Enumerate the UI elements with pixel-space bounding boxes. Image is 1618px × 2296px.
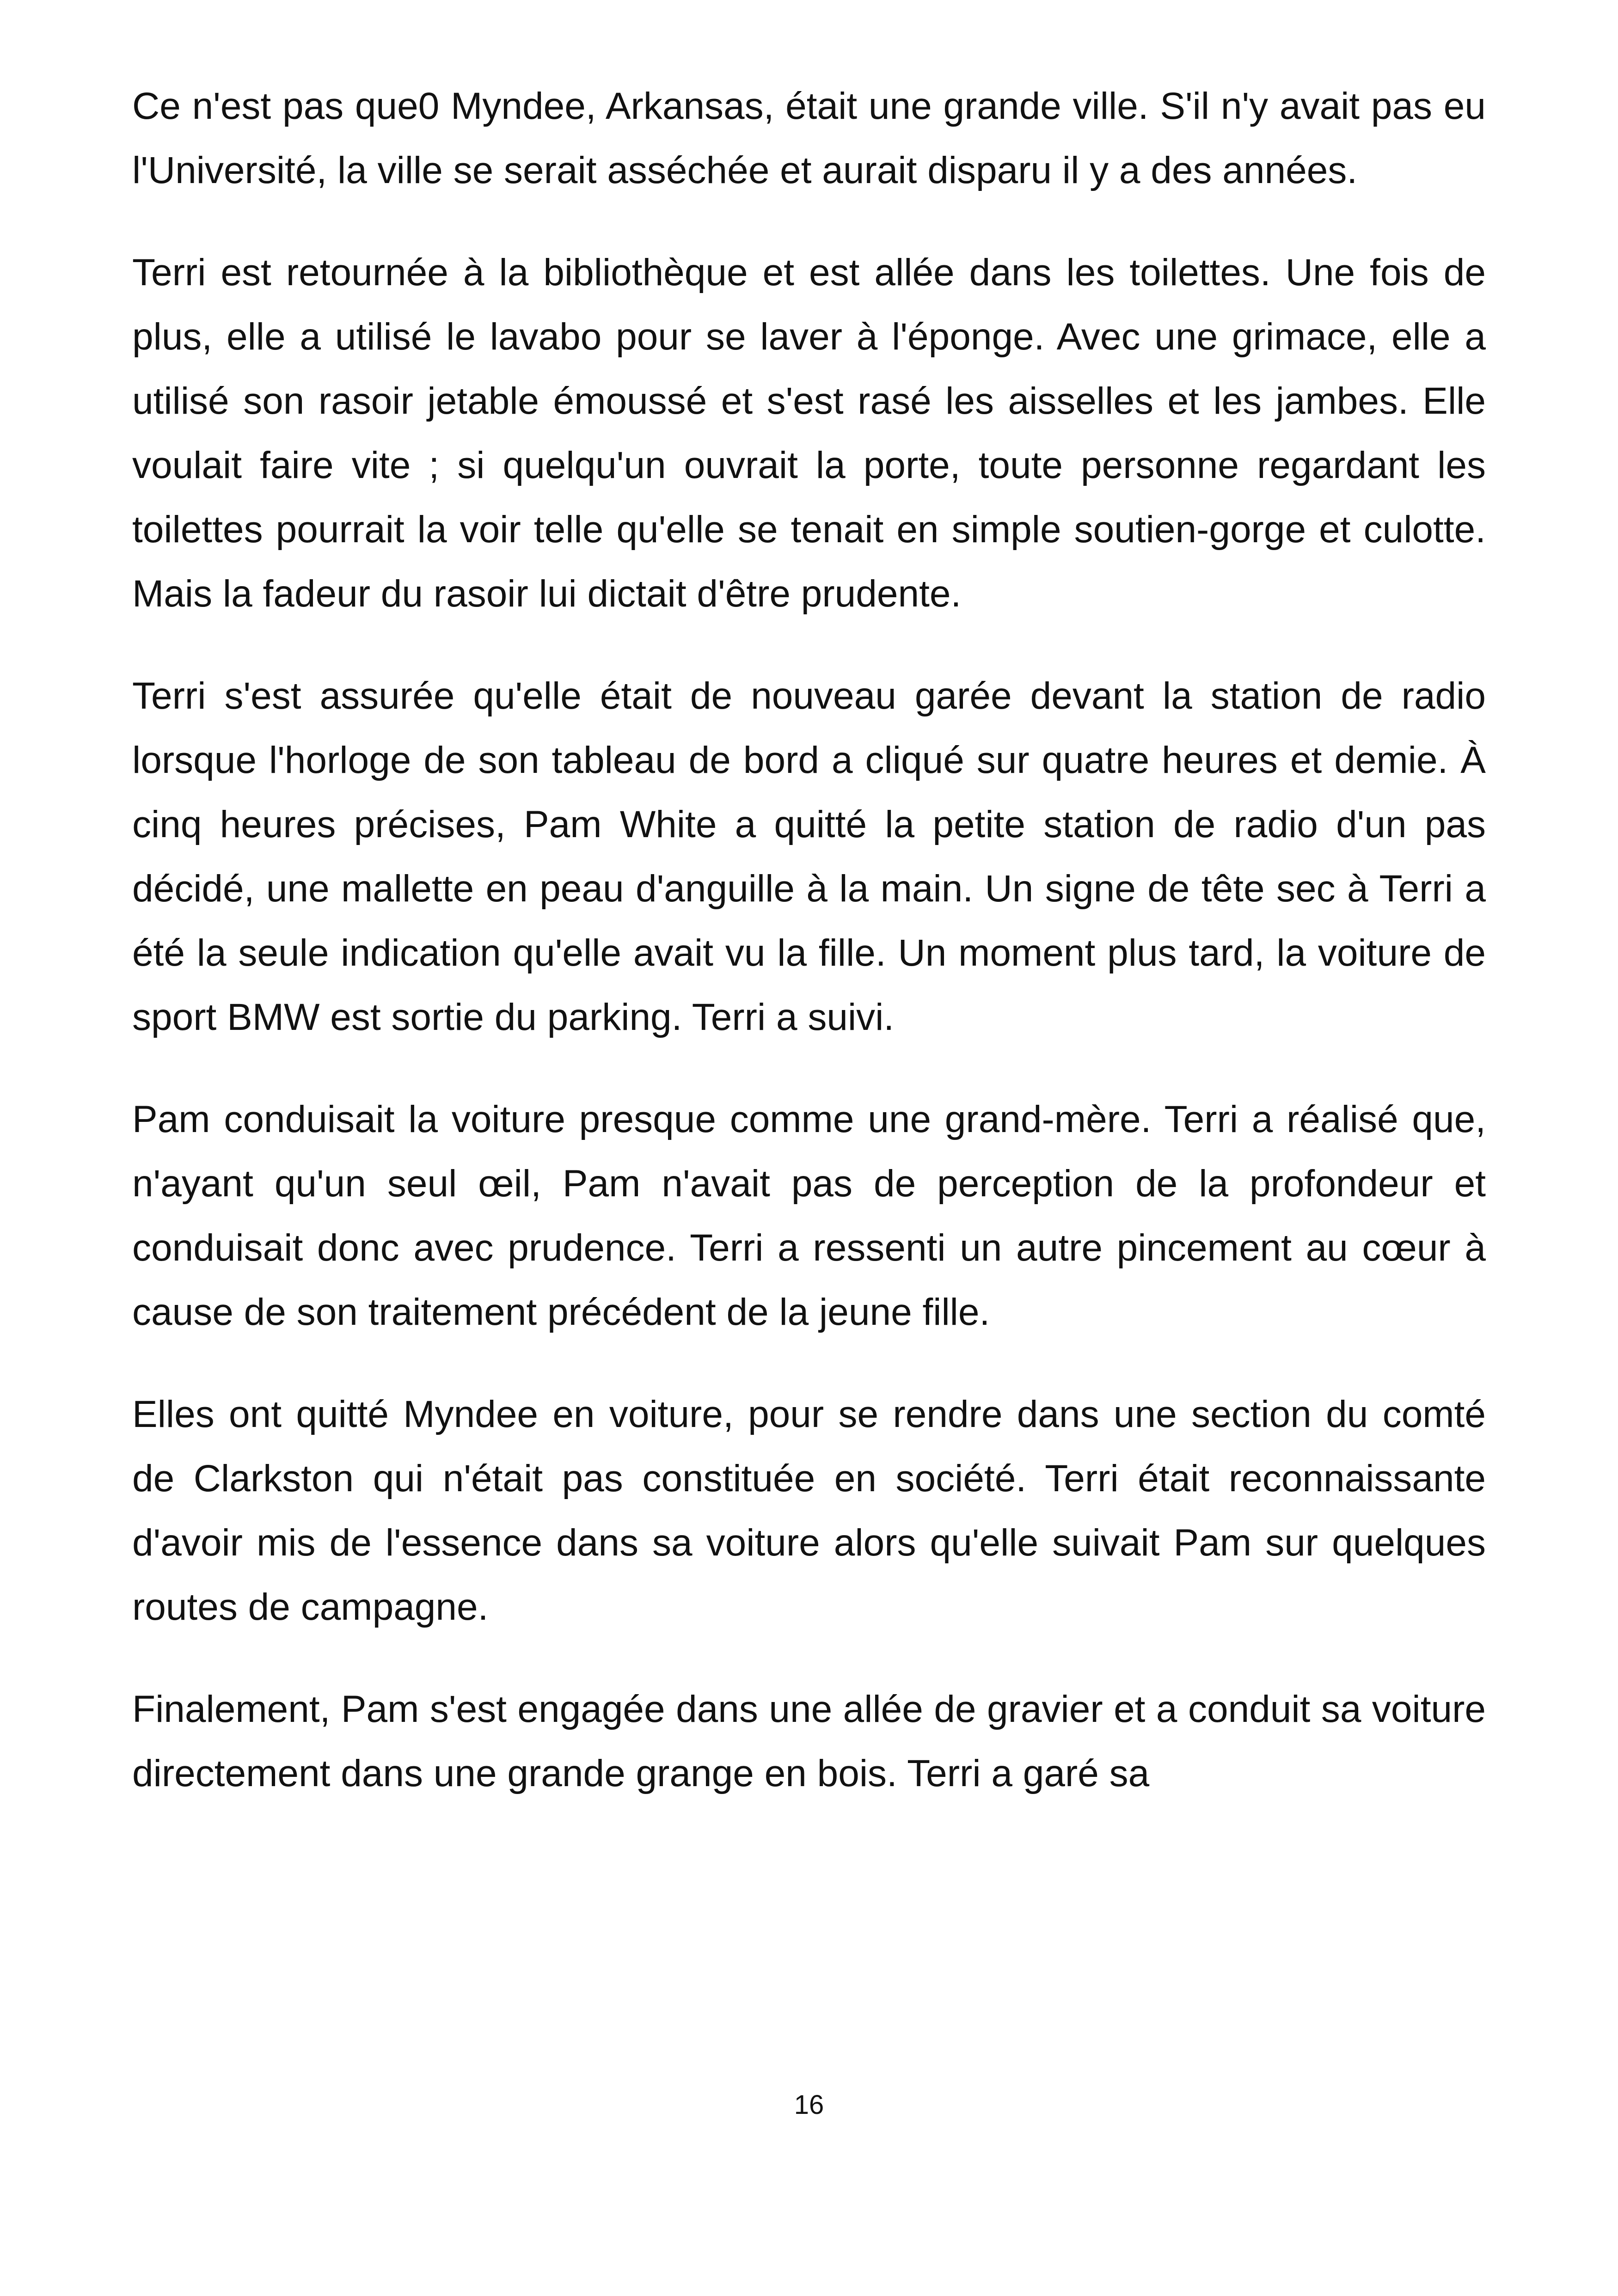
paragraph: Elles ont quitté Myndee en voiture, pour se rendre dans une section du comté de Clarkston qui n'était pas constituée en société. Terri était reconnaissante d'avoir mis de l'essence dans sa voiture alors qu'elle suivait Pam sur quelques routes de campagne. [132,1393,1486,1628]
paragraph: Terri s'est assurée qu'elle était de nouveau garée devant la station de radio lorsque l'horloge de son tableau de bord a cliqué sur quatre heures et demie. À cinq heures précises, Pam White a quitté la petite station de radio d'un pas décidé, une mallette en peau d'anguille à la main. Un signe de tête sec à Terri a été la seule indication qu'elle avait vu la fille. Un moment plus tard, la voiture de sport BMW est sortie du parking. Terri a suivi. [132,675,1486,1038]
paragraph: Pam conduisait la voiture presque comme une grand-mère. Terri a réalisé que, n'ayant qu'un seul œil, Pam n'avait pas de perception de la profondeur et conduisait donc avec prudence. Terri a ressenti un autre pincement au cœur à cause de son traitement précédent de la jeune fille. [132,1098,1486,1333]
paragraph: Terri est retournée à la bibliothèque et est allée dans les toilettes. Une fois de plus, elle a utilisé le lavabo pour se laver à l'éponge. Avec une grimace, elle a utilisé son rasoir jetable émoussé et s'est rasé les aisselles et les jambes. Elle voulait faire vite ; si quelqu'un ouvrait la porte, toute personne regardant les toilettes pourrait la voir telle qu'elle se tenait en simple soutien-gorge et culotte. Mais la fadeur du rasoir lui dictait d'être prudente. [132,251,1486,615]
paragraph: Finalement, Pam s'est engagée dans une allée de gravier et a conduit sa voiture directement dans une grande grange en bois. Terri a garé sa [132,1688,1486,1794]
paragraph: Ce n'est pas que0 Myndee, Arkansas, était une grande ville. S'il n'y avait pas eu l'Université, la ville se serait asséchée et aurait disparu il y a des années. [132,85,1486,191]
page-number: 16 [794,2090,824,2120]
body-text [132,74,1486,1843]
